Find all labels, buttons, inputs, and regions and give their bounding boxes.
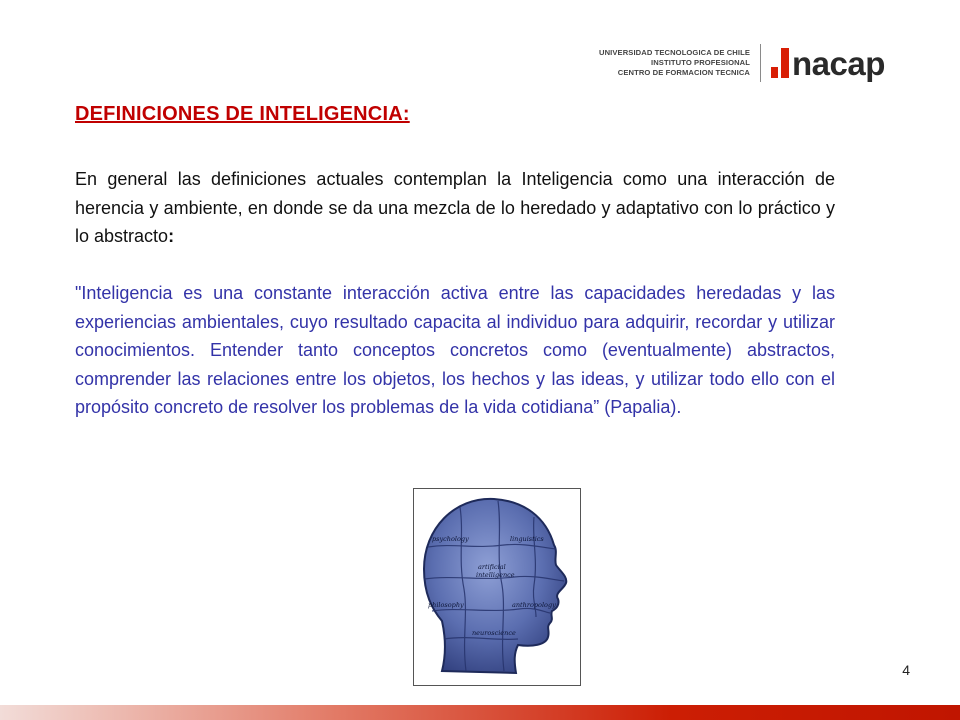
intro-paragraph — [75, 165, 835, 251]
bottom-accent-band — [0, 705, 960, 720]
puzzle-label: artificial — [478, 563, 506, 571]
slide-title: DEFINICIONES DE INTELIGENCIA: — [75, 103, 410, 125]
puzzle-label: philosophy — [428, 601, 464, 609]
logo-caption-line: INSTITUTO PROFESIONAL — [651, 58, 750, 67]
puzzle-label: neuroscience — [472, 629, 516, 637]
logo-wordmark: nacap — [792, 44, 885, 82]
page-number: 4 — [902, 662, 910, 678]
logo-caption-line: UNIVERSIDAD TECNOLOGICA DE CHILE — [598, 48, 750, 57]
intro-text: En general las definiciones actuales contemplan la Inteligencia como una interacción de herencia y ambiente, en donde se da una mezcla de lo heredado y adaptativo con lo práctico y lo abstracto — [75, 169, 835, 246]
puzzle-head-image — [413, 488, 581, 686]
puzzle-label: intelligence — [476, 571, 515, 579]
logo-caption — [590, 48, 750, 78]
logo-divider — [760, 44, 761, 82]
puzzle-label: anthropology — [512, 601, 556, 609]
institution-logo — [590, 40, 920, 86]
inacap-logo-mark — [771, 44, 885, 82]
intro-colon: : — [168, 226, 175, 246]
puzzle-head-icon — [414, 489, 580, 685]
puzzle-label: psychology — [432, 535, 469, 543]
logo-caption-line: CENTRO DE FORMACION TECNICA — [617, 68, 750, 77]
puzzle-label: linguistics — [510, 535, 544, 543]
logo-bars-icon — [771, 48, 789, 78]
papalia-quote: "Inteligencia es una constante interacción activa entre las capacidades heredadas y las experiencias ambientales, cuyo resultado capacita al individuo para adquirir, recordar y utilizar conocimientos. Entender tanto conceptos concretos como (eventualmente) abstractos, comprender las relaciones entre los objetos, los hechos y las ideas, y utilizar todo ello con el propósito concreto de resolver los problemas de la vida cotidiana” (Papalia). — [75, 283, 835, 417]
